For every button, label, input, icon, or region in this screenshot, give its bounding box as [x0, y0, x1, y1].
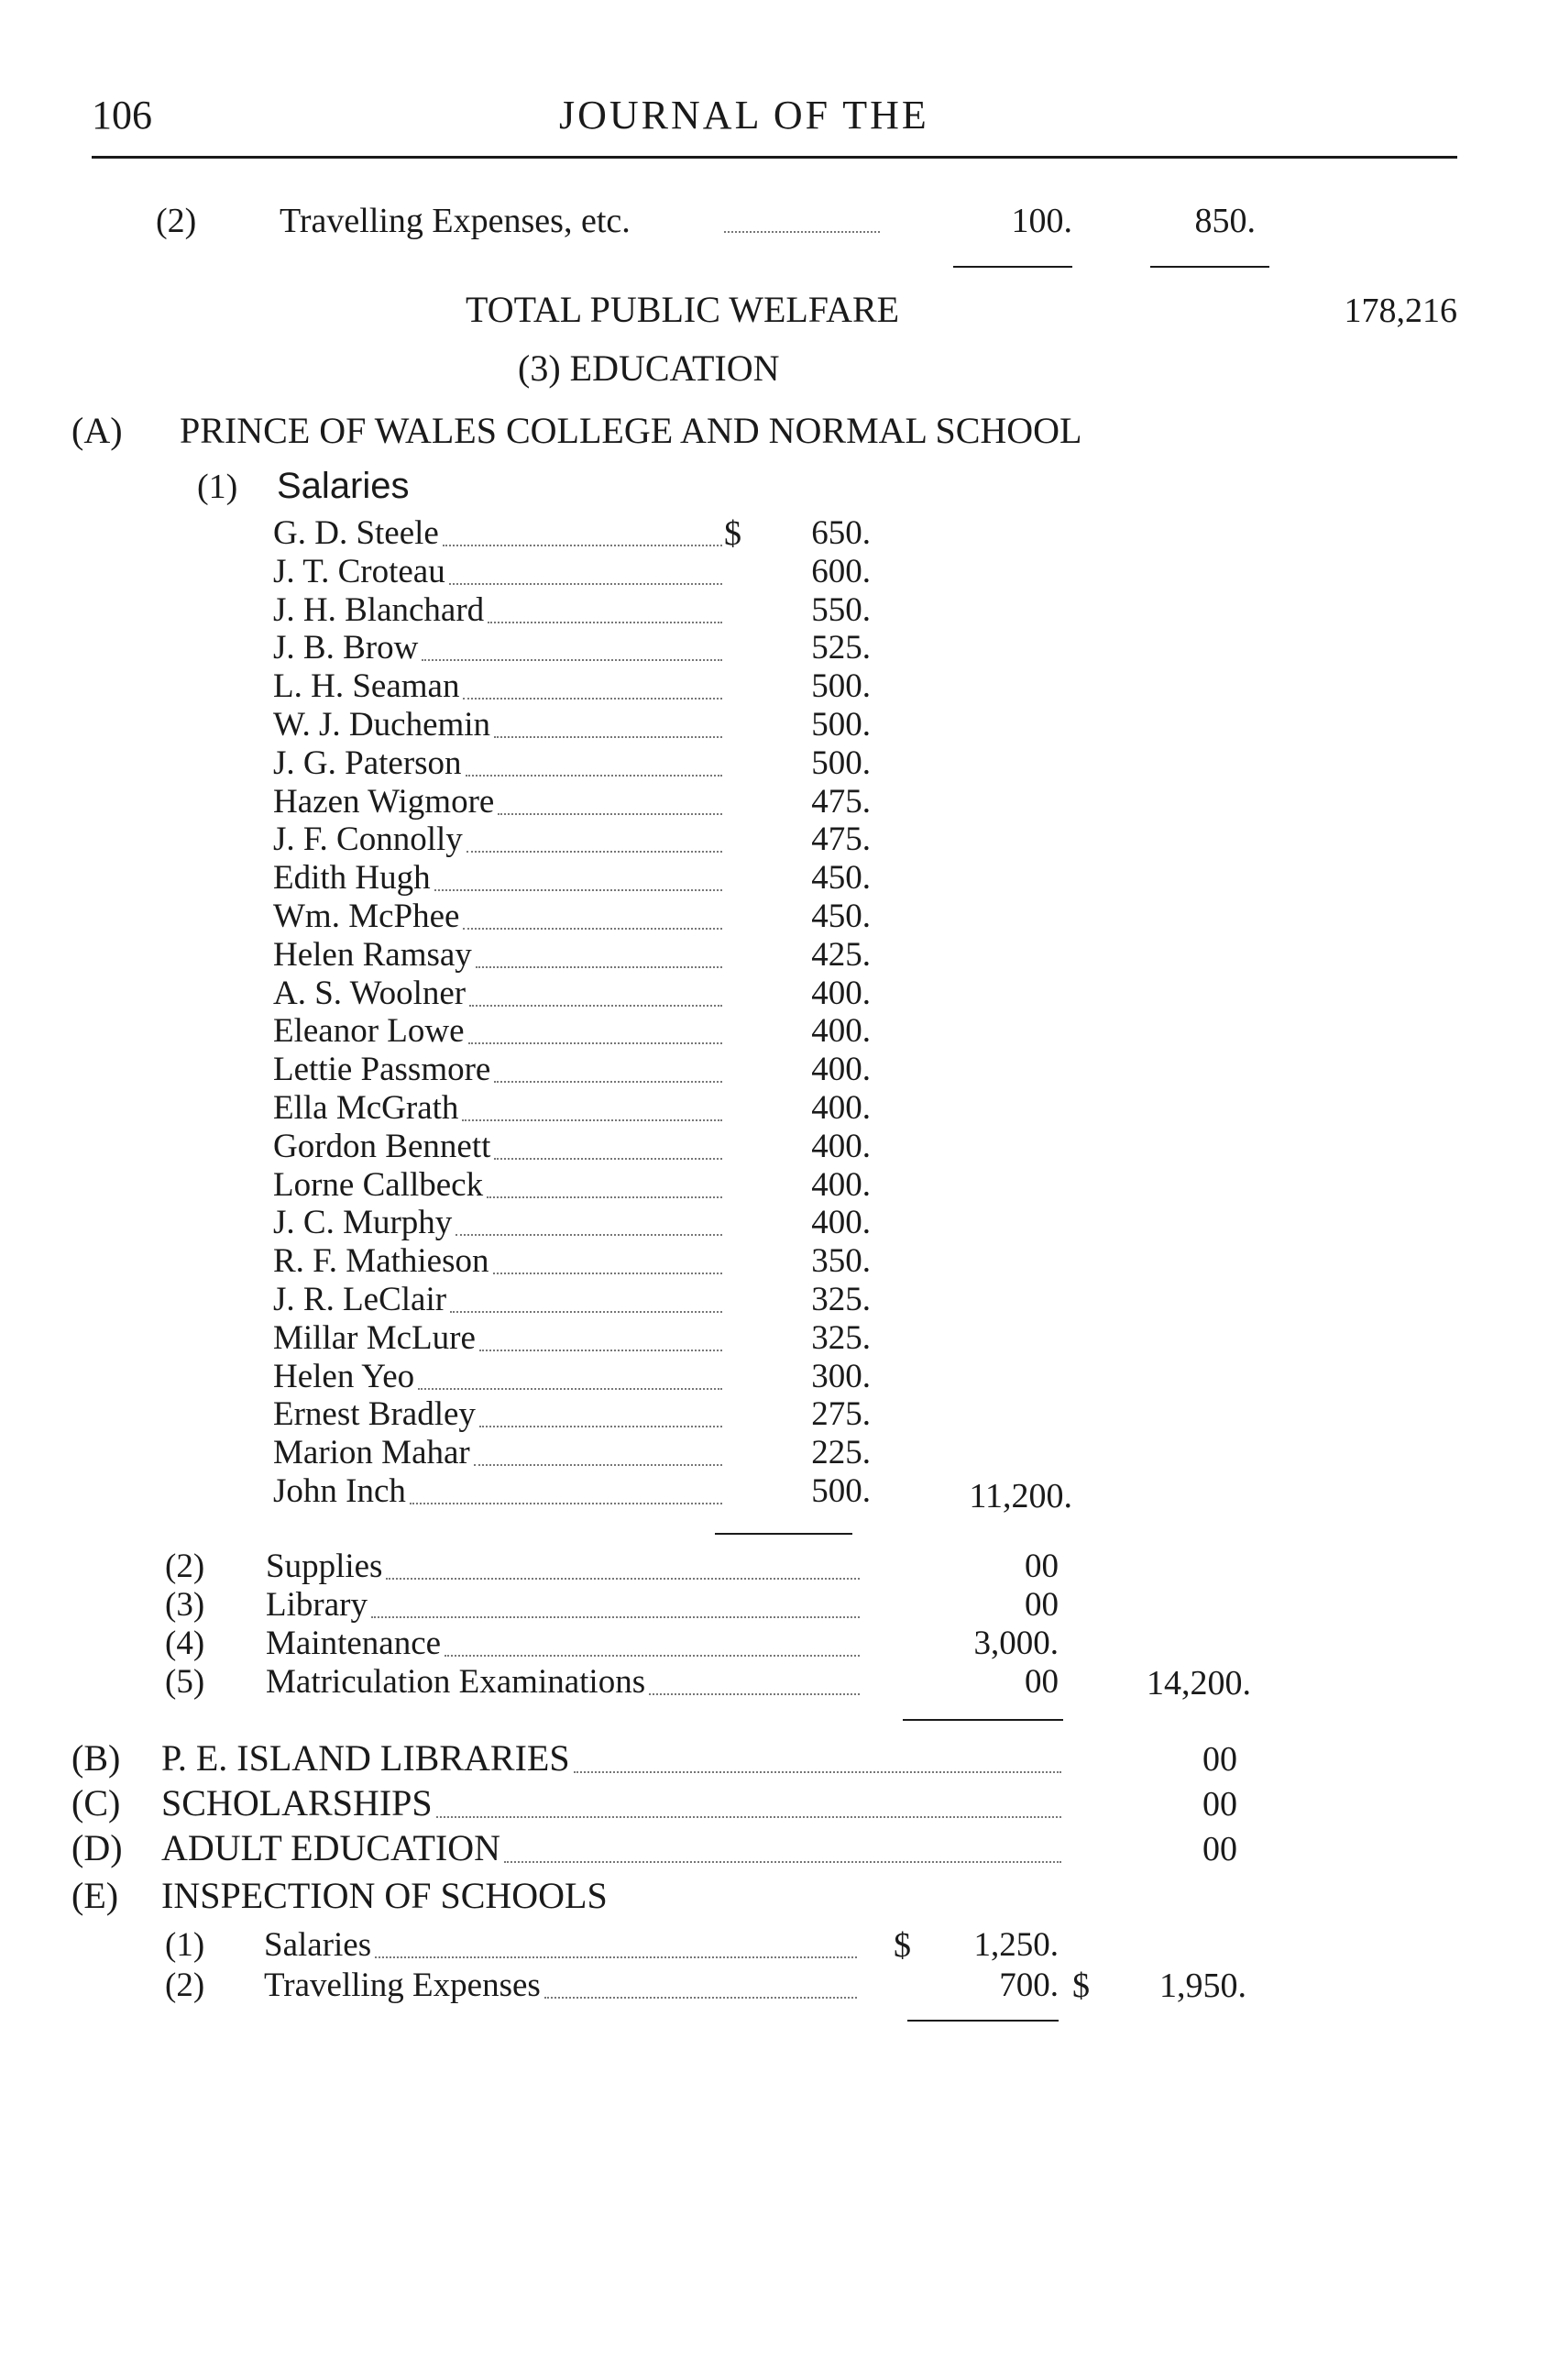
- total-public-welfare-amount: 178,216: [1344, 292, 1457, 330]
- section-title: P. E. ISLAND LIBRARIES: [161, 1737, 570, 1779]
- staff-amount: 425.: [811, 936, 871, 974]
- staff-name: Ella McGrath: [273, 1089, 459, 1127]
- staff-name: Edith Hugh: [273, 859, 431, 897]
- staff-leader: [463, 928, 722, 930]
- item-leader: [445, 1655, 860, 1657]
- section-leader: [504, 1861, 1061, 1863]
- carryover-amount: 100.: [1011, 202, 1072, 240]
- staff-amount: 400.: [811, 1128, 871, 1165]
- staff-leader: [476, 966, 722, 968]
- item-num: (3): [165, 1586, 205, 1624]
- e-item-leader: [544, 1997, 857, 1999]
- staff-amount: 450.: [811, 859, 871, 897]
- item-amount: 00: [1025, 1586, 1059, 1624]
- section-amount: 00: [1202, 1830, 1237, 1868]
- staff-leader: [469, 1005, 722, 1007]
- staff-leader: [494, 1081, 722, 1083]
- staff-leader: [479, 1350, 722, 1351]
- item-leader: [649, 1693, 860, 1695]
- section-letter: (D): [71, 1827, 123, 1868]
- item-label: Matriculation Examinations: [266, 1663, 646, 1701]
- staff-name: J. G. Paterson: [273, 744, 462, 782]
- e-item-amount: 1,250.: [973, 1926, 1059, 1964]
- staff-leader: [466, 775, 722, 777]
- staff-amount: 325.: [811, 1319, 871, 1357]
- section-amount: 00: [1202, 1740, 1237, 1779]
- staff-leader: [434, 889, 722, 891]
- staff-amount: 400.: [811, 1204, 871, 1241]
- staff-leader: [450, 1311, 722, 1313]
- staff-amount: 500.: [811, 667, 871, 705]
- staff-leader: [449, 583, 722, 585]
- item-num: (2): [165, 1548, 205, 1585]
- carryover-total-rule: [1150, 266, 1269, 268]
- staff-amount: 600.: [811, 553, 871, 590]
- salaries-num: (1): [197, 468, 238, 506]
- staff-leader: [479, 1426, 722, 1427]
- e-item-dollar: $: [894, 1926, 911, 1965]
- item-num: (4): [165, 1625, 205, 1662]
- salaries-rule: [715, 1533, 852, 1535]
- carryover-num: (2): [156, 202, 197, 240]
- staff-leader: [468, 1042, 722, 1044]
- staff-amount: 500.: [811, 1472, 871, 1510]
- staff-amount: 400.: [811, 1089, 871, 1127]
- section-e-rule: [907, 2020, 1059, 2022]
- staff-name: Wm. McPhee: [273, 898, 460, 935]
- staff-amount: 450.: [811, 898, 871, 935]
- staff-leader: [494, 1158, 722, 1160]
- staff-leader: [463, 698, 722, 700]
- staff-name: Lorne Callbeck: [273, 1166, 484, 1204]
- e-item-amount: 700.: [999, 1967, 1059, 2004]
- section-e-letter: (E): [71, 1875, 119, 1916]
- item-label: Library: [266, 1586, 368, 1624]
- item-label: Maintenance: [266, 1625, 442, 1662]
- page-title: JOURNAL OF THE: [559, 93, 929, 138]
- staff-leader: [418, 1388, 722, 1390]
- item-num: (5): [165, 1663, 205, 1701]
- section-letter: (C): [71, 1782, 121, 1824]
- section-letter: (B): [71, 1737, 121, 1779]
- staff-leader: [410, 1503, 722, 1504]
- staff-name: Gordon Bennett: [273, 1128, 491, 1165]
- header-rule: [92, 156, 1457, 159]
- staff-name: Hazen Wigmore: [273, 783, 495, 821]
- staff-amount: 400.: [811, 1166, 871, 1204]
- staff-name: J. B. Brow: [273, 629, 419, 667]
- staff-name: Helen Ramsay: [273, 936, 472, 974]
- staff-name: Ernest Bradley: [273, 1395, 476, 1433]
- staff-amount: 350.: [811, 1242, 871, 1280]
- staff-amount: 400.: [811, 1012, 871, 1050]
- item-leader: [386, 1578, 860, 1580]
- carryover-amount-rule: [953, 266, 1072, 268]
- staff-amount: 225.: [811, 1434, 871, 1471]
- staff-amount: 475.: [811, 821, 871, 858]
- staff-name: John Inch: [273, 1472, 406, 1510]
- e-item-label: Salaries: [264, 1926, 372, 1964]
- section-a-total: 14,200.: [1147, 1664, 1251, 1702]
- salaries-dollar-sign: $: [724, 514, 741, 553]
- item-amount: 3,000.: [973, 1625, 1059, 1662]
- staff-name: Helen Yeo: [273, 1358, 415, 1395]
- staff-name: A. S. Woolner: [273, 975, 467, 1012]
- staff-amount: 500.: [811, 706, 871, 744]
- section-leader: [436, 1816, 1061, 1818]
- staff-leader: [456, 1234, 722, 1236]
- staff-amount: 475.: [811, 783, 871, 821]
- staff-amount: 400.: [811, 975, 871, 1012]
- staff-name: Eleanor Lowe: [273, 1012, 465, 1050]
- section-title: ADULT EDUCATION: [161, 1827, 500, 1868]
- staff-leader: [422, 659, 722, 661]
- salaries-total: 11,200.: [969, 1477, 1072, 1515]
- education-heading: (3) EDUCATION: [518, 347, 780, 389]
- section-e-total: 1,950.: [1159, 1967, 1246, 2005]
- staff-amount: 400.: [811, 1051, 871, 1088]
- staff-leader: [493, 1273, 722, 1274]
- staff-amount: 650.: [811, 514, 871, 552]
- staff-name: J. H. Blanchard: [273, 591, 485, 629]
- staff-amount: 550.: [811, 591, 871, 629]
- staff-name: J. F. Connolly: [273, 821, 463, 858]
- staff-leader: [467, 851, 722, 853]
- salaries-label: Salaries: [277, 466, 410, 506]
- section-amount: 00: [1202, 1785, 1237, 1824]
- e-item-label: Travelling Expenses: [264, 1967, 541, 2004]
- staff-name: J. T. Croteau: [273, 553, 445, 590]
- carryover-leader: [724, 231, 880, 233]
- staff-name: L. H. Seaman: [273, 667, 460, 705]
- staff-leader: [462, 1119, 722, 1121]
- section-a-rule: [903, 1719, 1063, 1721]
- staff-amount: 275.: [811, 1395, 871, 1433]
- section-leader: [574, 1771, 1061, 1773]
- staff-name: Lettie Passmore: [273, 1051, 491, 1088]
- staff-name: J. R. LeClair: [273, 1281, 447, 1318]
- staff-leader: [498, 813, 722, 815]
- e-item-num: (1): [165, 1926, 205, 1964]
- staff-name: W. J. Duchemin: [273, 706, 491, 744]
- page-number: 106: [92, 93, 152, 138]
- e-item-leader: [375, 1956, 857, 1958]
- section-a-letter: (A): [71, 410, 123, 451]
- total-public-welfare-label: TOTAL PUBLIC WELFARE: [466, 289, 900, 330]
- carryover-label: Travelling Expenses, etc.: [280, 202, 631, 240]
- section-e-total-dollar: $: [1072, 1967, 1090, 2005]
- staff-amount: 300.: [811, 1358, 871, 1395]
- e-item-num: (2): [165, 1967, 205, 2004]
- staff-name: Marion Mahar: [273, 1434, 470, 1471]
- staff-leader: [443, 545, 722, 546]
- staff-name: G. D. Steele: [273, 514, 439, 552]
- section-title: SCHOLARSHIPS: [161, 1782, 433, 1824]
- item-leader: [371, 1616, 860, 1618]
- section-e-title: INSPECTION OF SCHOOLS: [161, 1875, 608, 1916]
- staff-amount: 325.: [811, 1281, 871, 1318]
- staff-leader: [474, 1464, 722, 1466]
- staff-name: Millar McLure: [273, 1319, 476, 1357]
- section-a-title: PRINCE OF WALES COLLEGE AND NORMAL SCHOOL: [180, 410, 1082, 451]
- item-amount: 00: [1025, 1663, 1059, 1701]
- staff-amount: 500.: [811, 744, 871, 782]
- staff-leader: [488, 622, 722, 623]
- carryover-total: 850.: [1194, 202, 1256, 240]
- staff-name: J. C. Murphy: [273, 1204, 453, 1241]
- staff-amount: 525.: [811, 629, 871, 667]
- item-amount: 00: [1025, 1548, 1059, 1585]
- staff-leader: [494, 736, 722, 738]
- staff-leader: [487, 1196, 722, 1198]
- staff-name: R. F. Mathieson: [273, 1242, 489, 1280]
- item-label: Supplies: [266, 1548, 383, 1585]
